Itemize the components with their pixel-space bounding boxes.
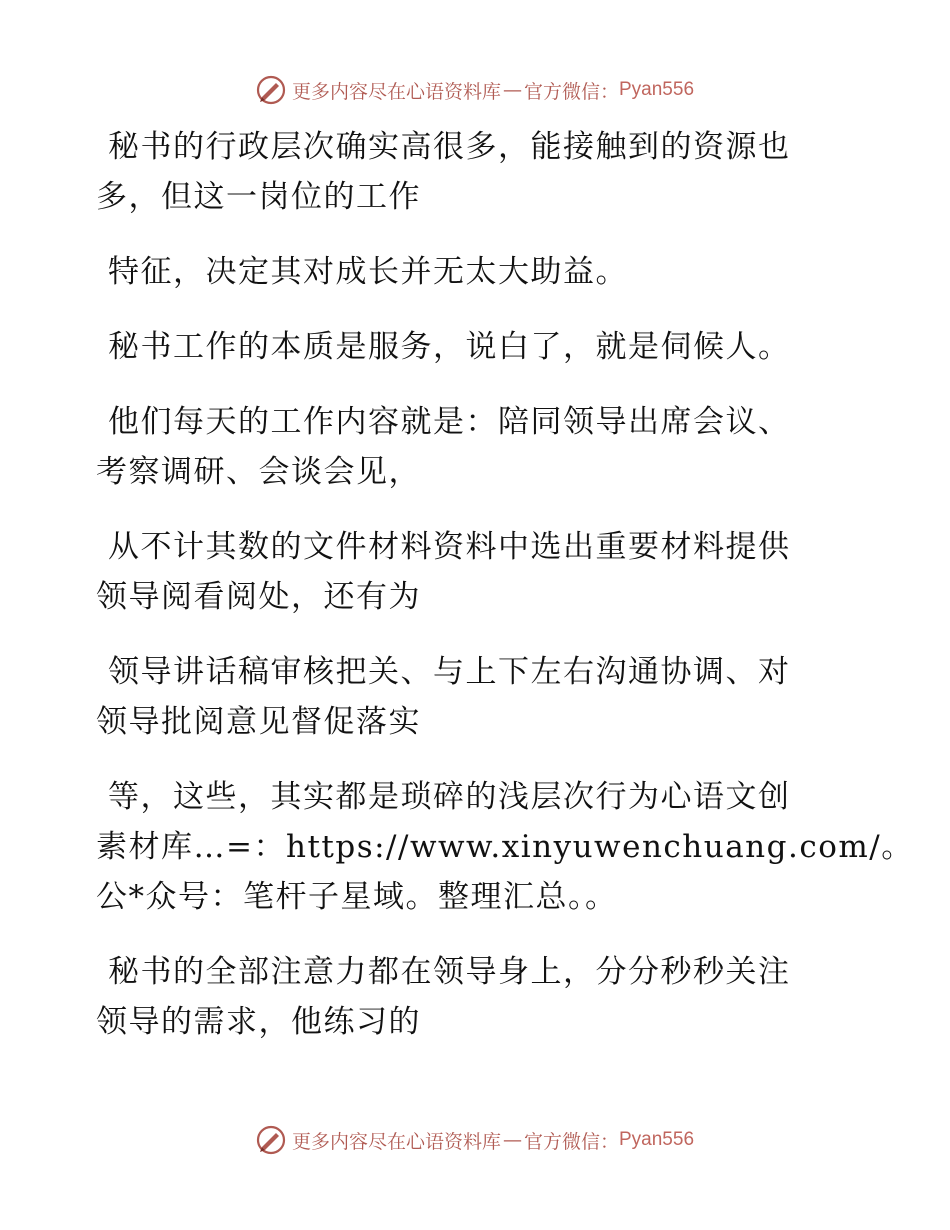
text-line: 考察调研、会谈会见， <box>96 454 421 490</box>
paragraph <box>96 122 836 222</box>
text-line: 公*众号：笔杆子星域。整理汇总。。 <box>96 879 618 915</box>
text-line: 领导批阅意见督促落实 <box>96 704 421 740</box>
pen-logo-icon <box>256 1125 286 1155</box>
text-line: 领导阅看阅处，还有为 <box>96 579 421 615</box>
text-line: 从不计其数的文件材料资料中选出重要材料提供 <box>108 529 791 565</box>
pen-logo-icon <box>256 75 286 105</box>
text-line: 特征，决定其对成长并无太大助益。 <box>108 254 628 290</box>
text-line: 领导讲话稿审核把关、与上下左右沟通协调、对 <box>108 654 791 690</box>
text-line: 秘书的全部注意力都在领导身上，分分秒秒关注 <box>108 954 791 990</box>
paragraph <box>96 397 836 497</box>
header-watermark <box>0 70 950 110</box>
watermark-separator: — <box>502 79 522 101</box>
paragraph <box>96 247 836 297</box>
text-line: 他们每天的工作内容就是：陪同领导出席会议、 <box>108 404 791 440</box>
watermark-text: 更多内容尽在心语资料库 <box>291 1130 501 1153</box>
watermark-text: 更多内容尽在心语资料库 <box>291 80 501 103</box>
paragraph <box>96 322 836 372</box>
text-line: 秘书工作的本质是服务，说白了，就是伺候人。 <box>108 329 791 365</box>
watermark-separator: — <box>502 1129 522 1151</box>
watermark-wechat-label: 官方微信： <box>523 1130 619 1153</box>
watermark-wechat-id: Pyan556 <box>619 79 695 100</box>
paragraph <box>96 947 836 1047</box>
text-line: 秘书的行政层次确实高很多，能接触到的资源也 <box>108 129 791 165</box>
paragraph <box>96 647 836 747</box>
watermark-wechat-label: 官方微信： <box>523 80 619 103</box>
document-body <box>96 122 914 1072</box>
watermark-wechat-id: Pyan556 <box>619 1129 695 1150</box>
text-line: 多，但这一岗位的工作 <box>96 179 421 215</box>
text-line: 领导的需求，他练习的 <box>96 1004 421 1040</box>
paragraph <box>96 522 836 622</box>
paragraph <box>96 772 914 922</box>
text-line-url: 素材库…=：https://www.xinyuwenchuang.com/。 <box>96 829 914 865</box>
footer-watermark <box>0 1120 950 1160</box>
text-line: 等，这些，其实都是琐碎的浅层次行为心语文创 <box>108 779 791 815</box>
